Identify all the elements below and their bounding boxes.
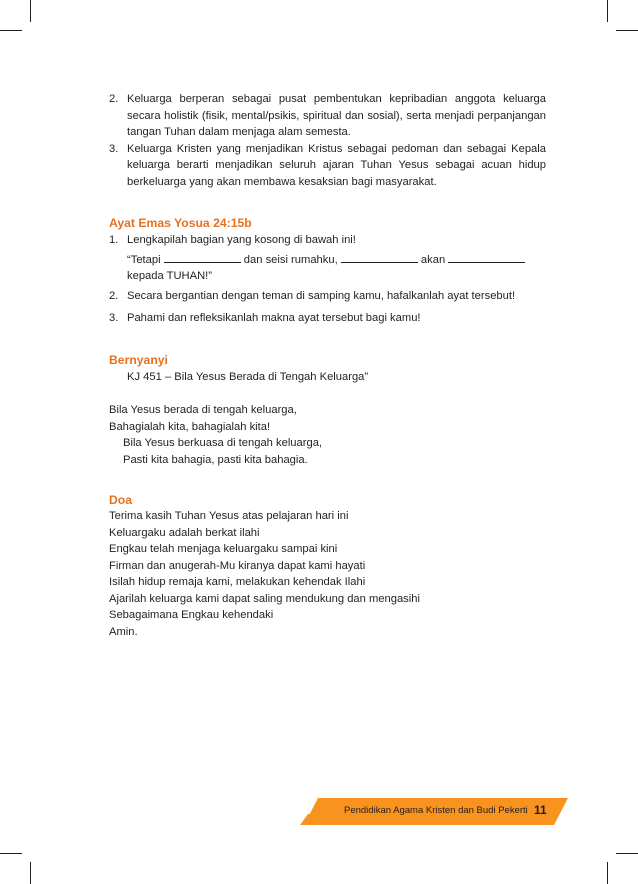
page-footer — [300, 798, 568, 825]
answer-blank[interactable] — [164, 252, 241, 263]
list-item-number: 2. — [109, 93, 119, 105]
list-item — [109, 288, 546, 305]
list-item-number: 3. — [109, 142, 119, 155]
page-number: 11 — [534, 803, 547, 817]
list-item-text: Keluarga Kristen yang menjadikan Kristus sebagai pedoman dan sebagai Kepala keluarga berarti menjadikan seluruh ajaran Tuhan Yesus sebagai acuan hidup berkeluarga yang akan membawa kesaksian bagi masyarakat. — [127, 142, 546, 188]
summary-list — [109, 91, 546, 190]
list-item-text: Pahami dan refleksikanlah makna ayat tersebut bagi kamu! — [127, 312, 421, 324]
list-item — [109, 91, 546, 141]
section-heading-doa: Doa — [109, 493, 133, 507]
list-item-text: Lengkapilah bagian yang kosong di bawah ini! — [127, 234, 356, 246]
crop-mark-bottom-right-v — [607, 862, 608, 884]
verse-fill-in — [127, 252, 546, 269]
song-line: Bila Yesus berkuasa di tengah keluarga, — [123, 437, 323, 449]
song-line: Bila Yesus berada di tengah keluarga, — [109, 404, 297, 416]
list-item-number: 2. — [109, 289, 119, 302]
verse-part: “Tetapi — [127, 253, 161, 266]
prayer-line: Isilah hidup remaja kami, melakukan kehendak Ilahi — [109, 576, 366, 588]
list-item-number: 3. — [109, 312, 119, 324]
prayer-line: Ajarilah keluarga kami dapat saling mendukung dan mengasihi — [109, 592, 420, 605]
crop-mark-top-left-h — [0, 30, 22, 31]
crop-mark-bottom-left-h — [0, 853, 22, 854]
footer-book-title: Pendidikan Agama Kristen dan Budi Pekerti — [344, 805, 528, 816]
answer-blank[interactable] — [341, 252, 418, 263]
page-content — [109, 91, 546, 640]
section-heading-bernyanyi: Bernyanyi — [109, 352, 168, 367]
list-item-number: 1. — [109, 234, 119, 246]
crop-mark-bottom-left-v — [30, 862, 31, 884]
crop-mark-top-right-h — [616, 30, 638, 31]
answer-blank[interactable] — [448, 252, 525, 263]
verse-part: akan — [420, 253, 446, 266]
prayer-line: Amin. — [109, 625, 138, 638]
list-item — [109, 310, 546, 327]
list-item-text: Secara bergantian dengan teman di samping kamu, hafalkanlah ayat tersebut! — [127, 289, 516, 302]
verse-end: kepada TUHAN!” — [127, 270, 212, 282]
crop-mark-top-left-v — [30, 0, 31, 22]
prayer-line: Firman dan anugerah-Mu kiranya dapat kami hayati — [109, 559, 366, 572]
prayer-line: Sebagaimana Engkau kehendaki — [109, 609, 274, 621]
prayer-line: Terima kasih Tuhan Yesus atas pelajaran hari ini — [109, 510, 349, 522]
prayer-line: Keluargaku adalah berkat ilahi — [109, 526, 260, 539]
ayat-list — [109, 232, 546, 327]
prayer-line: Engkau telah menjaga keluargaku sampai kini — [109, 543, 338, 555]
song-title: KJ 451 – Bila Yesus Berada di Tengah Keluarga” — [127, 370, 369, 383]
section-heading-ayat-emas: Ayat Emas Yosua 24:15b — [109, 216, 252, 230]
list-item — [109, 232, 546, 285]
song-line: Pasti kita bahagia, pasti kita bahagia. — [123, 453, 308, 466]
list-item-text: Keluarga berperan sebagai pusat pembentukan kepribadian anggota keluarga secara holistik (fisik, mental/psikis, spiritual dan sosial), serta menjadi perpanjangan tangan Tuhan dalam menjaga alam semesta. — [127, 93, 546, 138]
list-item — [109, 141, 546, 191]
song-line: Bahagialah kita, bahagialah kita! — [109, 420, 271, 433]
crop-mark-top-right-v — [607, 0, 608, 22]
verse-part: dan seisi rumahku, — [243, 253, 338, 266]
crop-mark-bottom-right-h — [616, 853, 638, 854]
